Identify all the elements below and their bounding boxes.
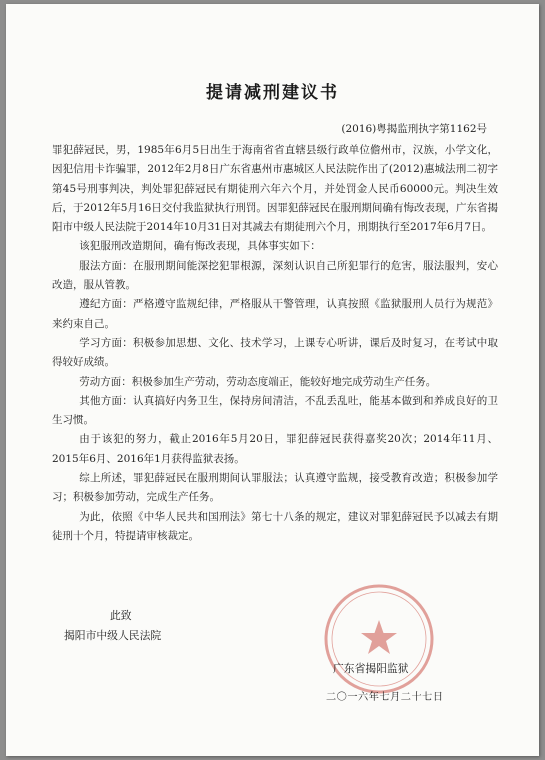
paragraph-awards: 由于该犯的努力，截止2016年5月20日，罪犯薛冠民获得嘉奖20次；2014年11月、2015年6月、2016年1月获得监狱表扬。	[52, 433, 498, 465]
paragraph-study: 学习方面：积极参加思想、文化、技术学习，上课专心听讲，课后及时复习，在考试中取得较好成绩。	[52, 336, 498, 369]
addressee-court: 揭阳市中级人民法院	[64, 629, 162, 642]
paragraph-case-background: 罪犯薛冠民，男，1985年6月5日出生于海南省省直辖县级行政单位儋州市，汉族，小学文化，因犯信用卡诈骗罪，2012年2月8日广东省惠州市惠城区人民法院作出了(2012)惠城法刑二初字第45号刑事判决，判处罪犯薛冠民有期徒刑六年六个月，并处罚金人民币60000元。判决生效后，于2012年5月16日交付我监狱执行刑罚。因罪犯薛冠民在服刑期间确有悔改表现，广东省揭阳市中级人民法院于2014年10月31日对其减去有期徒刑六个月，刑期执行至2017年6月7日。	[52, 144, 498, 234]
paragraph-discipline: 遵纪方面：严格遵守监规纪律，严格服从干警管理，认真按照《监狱服刑人员行为规范》来约束自己。	[52, 298, 498, 330]
paragraph-summary: 综上所述，罪犯薛冠民在服刑期间认罪服法；认真遵守监规，接受教育改造；积极参加学习；积极参加劳动，完成生产任务。	[52, 472, 498, 504]
signature-organization: 广东省揭阳监狱	[333, 662, 409, 675]
paragraph-obeying-law: 服法方面：在服刑期间能深挖犯罪根源，深刻认识自己所犯罪行的危害，服法服判，安心改造，服从管教。	[52, 259, 498, 292]
document-title: 提请减刑建议书	[206, 83, 339, 103]
paragraph-recommendation: 为此，依照《中华人民共和国刑法》第七十八条的规定，建议对罪犯薛冠民予以减去有期徒刑十个月，特提请审核裁定。	[52, 510, 498, 542]
paragraph-labor: 劳动方面：积极参加生产劳动，劳动态度端正，能较好地完成劳动生产任务。	[79, 375, 437, 388]
document-page	[6, 4, 539, 756]
official-seal-icon	[322, 582, 436, 696]
document-body	[52, 141, 498, 546]
seal-star	[361, 620, 397, 654]
paragraph-intro-facts: 该犯服刑改造期间，确有悔改表现，具体事实如下：	[79, 240, 321, 253]
document-number: (2016)粤揭监刑执字第1162号	[341, 123, 487, 135]
signature-date: 二〇一六年七月二十七日	[326, 692, 444, 703]
paragraph-other: 其他方面：认真搞好内务卫生，保持房间清洁，不乱丢乱吐，能基本做到和养成良好的卫生习惯。	[52, 394, 498, 427]
salutation-line: 此致	[110, 609, 132, 622]
